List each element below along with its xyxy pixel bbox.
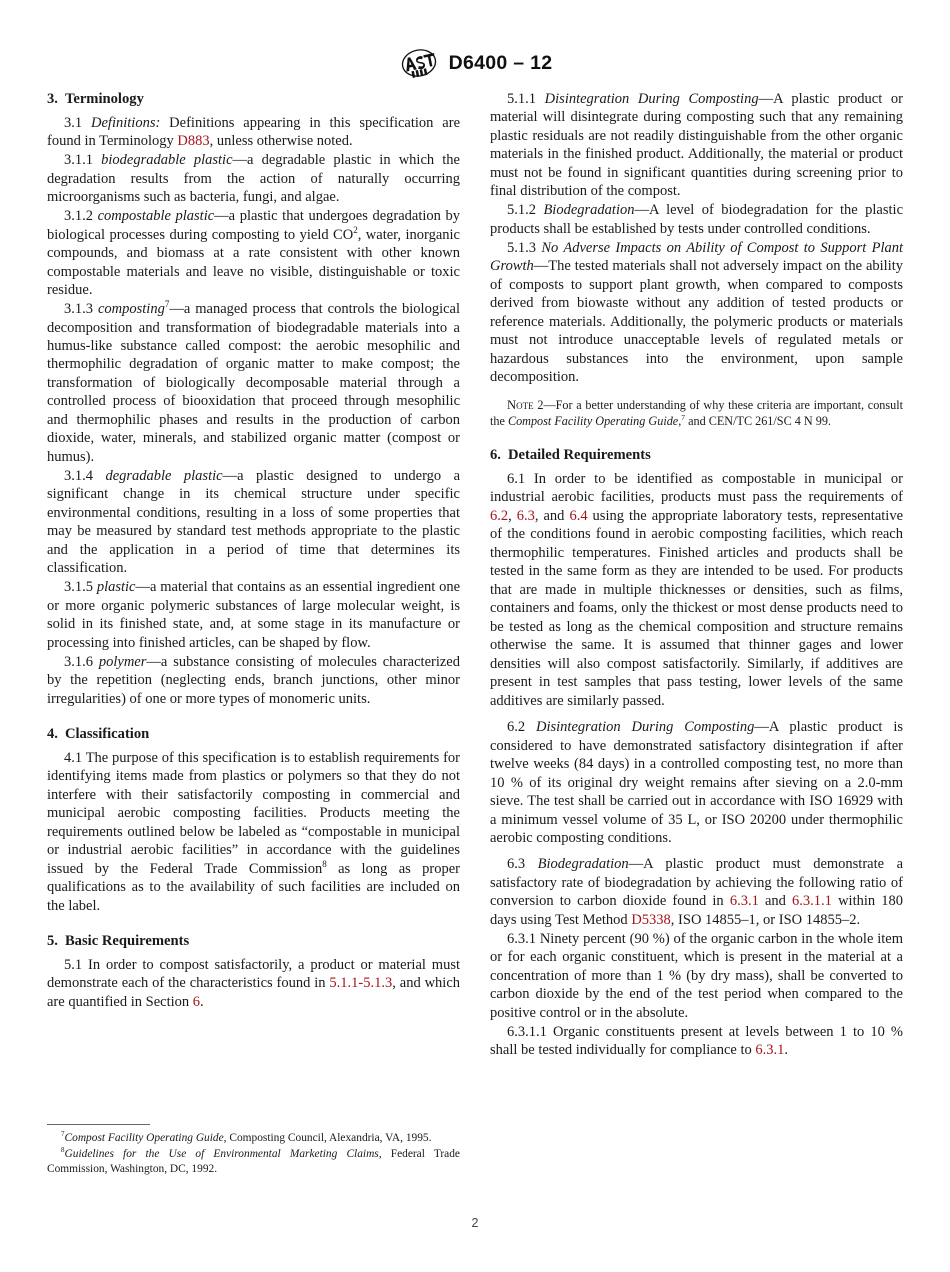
paragraph-6-1 [490,470,903,710]
section-heading-detailed-requirements [490,446,903,465]
paragraph-3-1-2 [47,207,460,299]
section-number: 5. [47,933,58,950]
paragraph-5-1 [47,956,460,1011]
clause-text-end: , ISO 14855–1, or ISO 14855–2. [670,911,861,928]
defined-term: compostable plastic [97,208,215,225]
paragraph-6-3-1-1 [490,1023,903,1060]
clause-text: —A plastic product is considered to have demonstrated satisfactory disintegration if after twelve weeks (84 days) in a controlled composting test, no more than 10 % of its original dry weight remains after sieving on a 2.0-mm sieve. The test shall be carried out in accordance with ISO 16929 with a minimum vessel volume of 35 L, or ISO 20200 under thermophilic aerobic composting conditions. [490,719,903,846]
defined-term: Disintegration During Composting [544,91,759,107]
clause-number: 3.1.2 [64,208,93,225]
clause-text-cont: , and which are quantified in Section [47,975,461,1010]
reference-link-6-3-1[interactable]: 6.3.1 [755,1042,785,1059]
section-number: 3. [47,91,58,107]
paragraph-6-3 [490,855,903,929]
section-heading-terminology [47,90,460,109]
page-number: 2 [471,1216,479,1230]
defined-term: No Adverse Impacts on Ability of Compost to Support Plant Growth [490,239,904,275]
section-heading-basic-requirements [47,932,460,951]
separator: and [758,893,793,910]
defined-term: degradable plastic [105,467,223,484]
paragraph-3-1-6 [47,653,460,708]
clause-text: Definitions appearing in this specification are found in Terminology [47,114,461,150]
section-title: Basic Requirements [64,933,190,950]
paragraph-3-1 [47,114,460,151]
footnote-marker-7[interactable]: 7 [164,299,170,310]
note-label: Note [507,397,534,412]
reference-link-6-2[interactable]: 6.2 [490,507,509,524]
clause-number: 3.1.5 [64,579,93,596]
clause-number: 3.1 [64,114,83,131]
note-text-cont: and CEN/TC 261/SC 4 N 99. [685,413,831,428]
footnote-marker-7[interactable]: 7 [681,412,686,422]
clause-number: 5.1.2 [507,202,536,219]
astm-logo-icon [398,48,440,78]
section-heading-classification [47,725,460,744]
reference-link-section-6[interactable]: 6 [192,993,201,1010]
clause-text: Organic constituents present at levels between 1 to 10 % shall be tested individually for compliance to [490,1023,903,1059]
clause-text: —a plastic that undergoes degradation by biological processes during composting to yield CO [47,208,460,243]
clause-text: —a managed process that controls the biological decomposition and transformation of biodegradable materials into a humus-like substance called compost: the aerobic mesophilic and thermophilic degradation of organic matter to make compost; the transformation of biologically decomposable material through a controlled process of biooxidation that proceed through mesophilic and thermophilic phases and results in the production of carbon dioxide, water, minerals, and stabilized organic matter (compost or humus). [47,301,461,465]
footnote-text: , Composting Council, Alexandria, VA, 1995. [223,1132,432,1144]
footnote-title: Compost Facility Operating Guide [64,1132,224,1144]
clause-text: —a plastic designed to undergo a significant change in its chemical structure under specific environmental conditions, resulting in a loss of some properties that may be measured by standard test methods appropriate to the plastic and the application in a period of time that determines its classification. [47,467,461,577]
right-column [490,90,903,1060]
defined-term: Disintegration During Composting [536,719,755,736]
page-header [0,46,950,80]
section-number: 6. [490,447,501,464]
clause-text: —A level of biodegradation for the plastic products shall be established by tests under controlled conditions. [490,202,904,237]
reference-link-6-3[interactable]: 6.3 [516,507,535,524]
paragraph-5-1-2 [490,201,903,238]
two-column-body [47,90,903,1060]
clause-text-end: . [200,993,204,1010]
defined-term: composting [97,301,165,318]
standard-designation: D6400 – 12 [448,51,553,74]
separator: , [508,507,517,524]
defined-term: Definitions: [91,114,161,131]
clause-number: 3.1.3 [64,301,93,318]
section-title: Classification [64,726,150,743]
clause-text-end: . [784,1042,788,1059]
paragraph-3-1-4 [47,467,460,578]
footnote-number: 8 [61,1146,65,1155]
clause-text: —A plastic product must demonstrate a satisfactory rate of biodegradation by achieving the following ratio of conversion to carbon dioxide found in [490,856,903,910]
superscript-2: 2 [353,224,358,235]
paragraph-5-1-3 [490,239,903,387]
footnote-8 [47,1147,460,1177]
clause-text: Ninety percent (90 %) of the organic carbon in the whole item or for each organic constituent, which is present in the material at a concentration of more than 1 % (by dry mass), shall be converted to carbon dioxide by the end of the test period when compared to the positive control or in the absolute. [490,930,903,1021]
footnote-7 [47,1131,460,1146]
reference-link-d5338[interactable]: D5338 [631,911,671,928]
defined-term: Biodegradation [537,856,629,873]
clause-text: In order to compost satisfactorily, a product or material must demonstrate each of the characteristics found in [47,956,460,992]
clause-text-cont: , unless otherwise noted. [209,133,353,150]
defined-term: Biodegradation [543,202,635,219]
clause-text: In order to be identified as compostable in municipal or industrial aerobic facilities, products must pass the requirements of [490,470,903,506]
paragraph-3-1-1 [47,151,460,206]
clause-text-cont: using the appropriate laboratory tests, representative of the conditions found in aerobic composting facilities, which reach thermophilic temperatures. Finished articles and products shall be tested in the same form as they are intended to be used. For products that are made in multiple thicknesses or densities, such as films, containers and foams, only the thickest or most dense products need to be tested as long as the chemical composition and structure remains otherwise the same. It is assumed that thinner gages and lower densities will also compost satisfactorily. Similarly, if additives are present in test samples that pass testing, lower levels of the same additives are similarly passed. [490,507,904,709]
separator: , and [534,507,570,524]
paragraph-3-1-5 [47,578,460,652]
footnote-title: Guidelines for the Use of Environmental Marketing Claims [64,1147,379,1160]
clause-text: —a degradable plastic in which the degradation results from the action of naturally occurring microorganisms such as bacteria, fungi, and algae. [47,152,460,206]
reference-link-6-3-1-1[interactable]: 6.3.1.1 [792,893,832,910]
reference-link-d883[interactable]: D883 [177,133,210,150]
clause-number: 5.1.1 [507,91,536,107]
defined-term: biodegradable plastic [101,152,233,169]
reference-link-6-4[interactable]: 6.4 [569,507,588,524]
clause-number: 3.1.6 [64,653,93,670]
section-number: 4. [47,726,58,743]
note-2 [490,398,903,429]
section-title: Terminology [64,91,144,107]
section-title: Detailed Requirements [507,447,651,464]
note-cited-title: Compost Facility Operating Guide, [507,413,682,428]
footnote-separator-rule [47,1124,150,1125]
defined-term: polymer [98,653,147,670]
footnote-marker-8[interactable]: 8 [322,858,327,869]
clause-number: 6.3.1.1 [507,1023,547,1040]
defined-term: plastic [96,579,136,596]
paragraph-4-1 [47,749,460,915]
footnote-text: , Federal Trade Commission, Washington, DC, 1992. [47,1147,460,1175]
clause-text-cont: within 180 days using Test Method [490,893,904,928]
clause-text: The purpose of this specification is to establish requirements for identifying items made from plastics or polymers so that they do not interfere with their satisfactorily composting in commercial and municipal aerobic composting facilities. Products meeting the requirements outlined below be labeled as “compostable in municipal or industrial aerobic facilities” in accordance with the guidelines issued by the Federal Trade Commission [47,749,460,877]
footnote-number: 7 [61,1130,65,1139]
clause-number: 6.1 [507,470,526,487]
clause-number: 3.1.1 [64,152,93,169]
footnote-block [47,1124,460,1177]
clause-text: —The tested materials shall not adversely impact on the ability of composts to support plant growth, when compared to composts derived from biowaste without any addition of tested products or reference materials. Additionally, the polymeric products or materials must not introduce unacceptable levels of regulated metals or hazardous substances into the environment, upon sample decomposition. [490,258,903,386]
paragraph-3-1-3 [47,300,460,466]
clause-text-cont: , water, inorganic compounds, and biomass at a rate consistent with other known compostable materials and leave no visible, distinguishable or toxic residue. [47,226,460,299]
clause-text: —a substance consisting of molecules characterized by the repetition (neglecting ends, branch junctions, other minor irregularities) of one or more types of monomeric units. [47,653,460,707]
clause-text: —A plastic product or material will disintegrate during composting such that any remaining plastic residuals are not readily distinguishable from the other organic materials in the finished product. Additionally, the material or product must not be found in significant quantities during screening prior to final distribution of the compost. [490,91,903,200]
clause-number: 6.3 [507,856,526,873]
paragraph-6-2 [490,718,903,847]
clause-number: 6.3.1 [507,930,536,947]
left-column [47,90,460,1060]
clause-number: 5.1.3 [507,239,536,256]
clause-text: —a material that contains as an essential ingredient one or more organic polymeric substances of large molecular weight, is solid in its finished state, and, at some stage in its manufacture or processing into finished articles, can be shaped by flow. [47,579,460,651]
clause-text-cont: as long as proper qualifications as to the availability of such facilities are included on the label. [47,860,460,914]
note-number: 2 [533,397,544,412]
clause-number: 3.1.4 [64,467,93,484]
reference-link-6-3-1[interactable]: 6.3.1 [729,893,759,910]
paragraph-6-3-1 [490,930,903,1022]
clause-number: 4.1 [64,749,83,766]
reference-link-5-1-1-5-1-3[interactable]: 5.1.1-5.1.3 [329,975,393,992]
clause-number: 5.1 [64,956,83,973]
note-text: —For a better understanding of why these criteria are important, consult the [490,397,903,428]
paragraph-5-1-1 [490,90,903,201]
clause-number: 6.2 [507,719,526,736]
